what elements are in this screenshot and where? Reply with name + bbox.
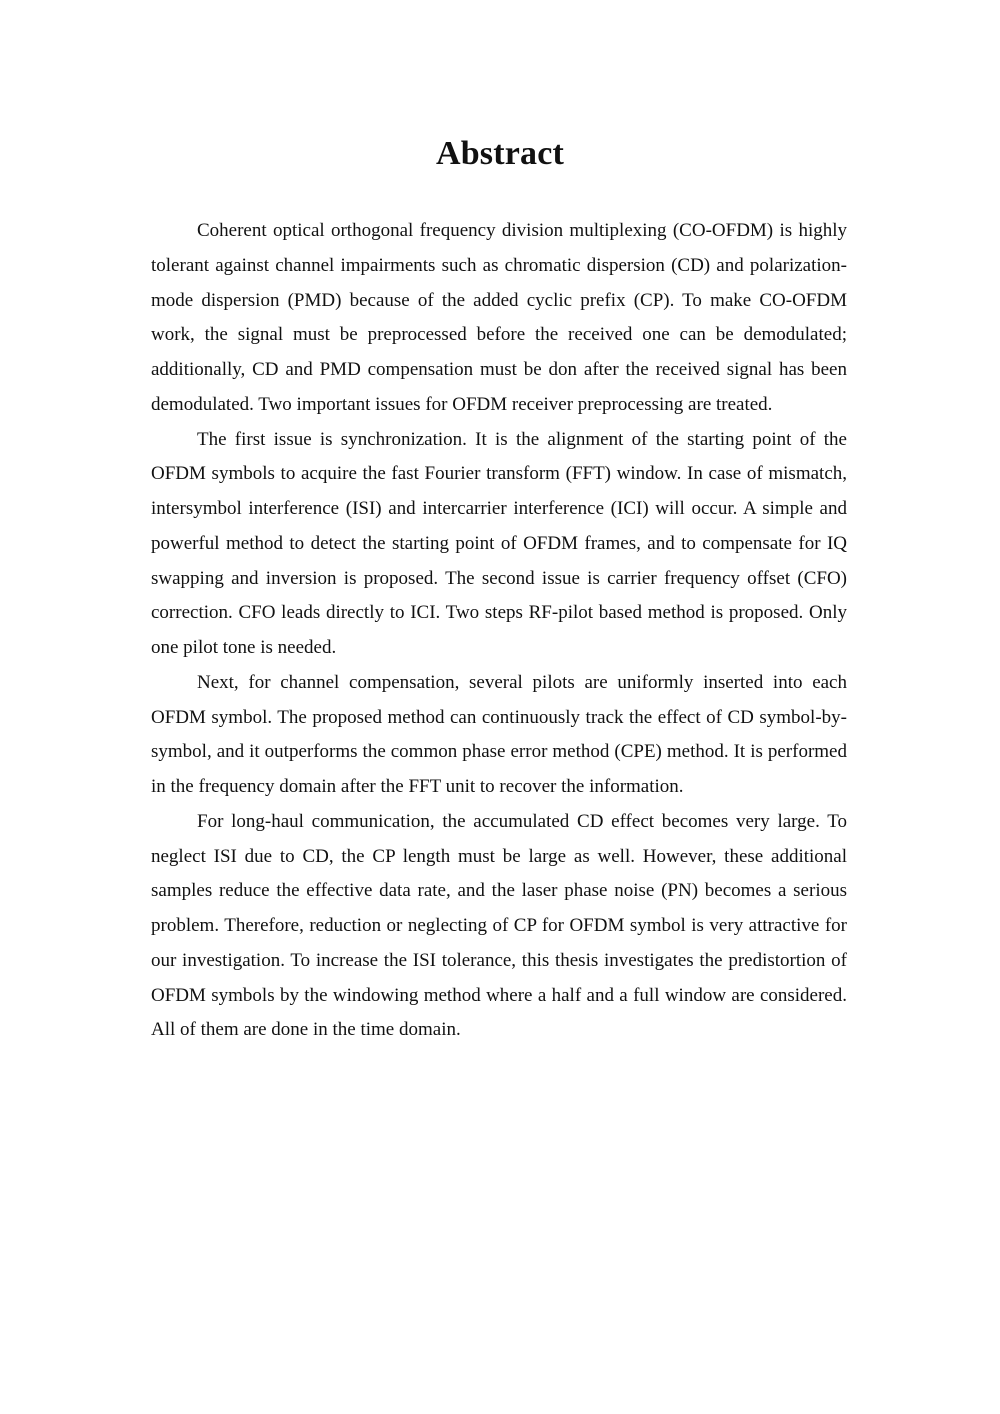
abstract-paragraph-3: Next, for channel compensation, several pilots are uniformly inserted into each OFDM symbol. The proposed method can continuously track the effect of CD symbol-by-symbol, and it outperforms the common phase error method (CPE) method. It is performed in the frequency domain after the FFT unit to recover the information. [151, 671, 847, 797]
abstract-paragraph-2: The first issue is synchronization. It is the alignment of the starting point of the OFDM symbols to acquire the fast Fourier transform (FFT) window. In case of mismatch, intersymbol interference (ISI) and intercarrier interference (ICI) will occur. A simple and powerful method to detect the starting point of OFDM frames, and to compensate for IQ swapping and inversion is proposed. The second issue is carrier frequency offset (CFO) correction. CFO leads directly to ICI. Two steps RF-pilot based method is proposed. Only one pilot tone is needed. [151, 428, 847, 658]
abstract-body [151, 214, 847, 1048]
abstract-paragraph-4: For long-haul communication, the accumulated CD effect becomes very large. To neglect ISI due to CD, the CP length must be large as well. However, these additional samples reduce the effective data rate, and the laser phase noise (PN) becomes a serious problem. Therefore, reduction or neglecting of CP for OFDM symbol is very attractive for our investigation. To increase the ISI tolerance, this thesis investigates the predistortion of OFDM symbols by the windowing method where a half and a full window are considered. All of them are done in the time domain. [151, 810, 847, 1041]
page-title: Abstract [435, 135, 565, 172]
abstract-paragraph-1: Coherent optical orthogonal frequency division multiplexing (CO-OFDM) is highly tolerant against channel impairments such as chromatic dispersion (CD) and polarization-mode dispersion (PMD) because of the added cyclic prefix (CP). To make CO-OFDM work, the signal must be preprocessed before the received one can be demodulated; additionally, CD and PMD compensation must be don after the received signal has been demodulated. Two important issues for OFDM receiver preprocessing are treated. [151, 220, 847, 415]
